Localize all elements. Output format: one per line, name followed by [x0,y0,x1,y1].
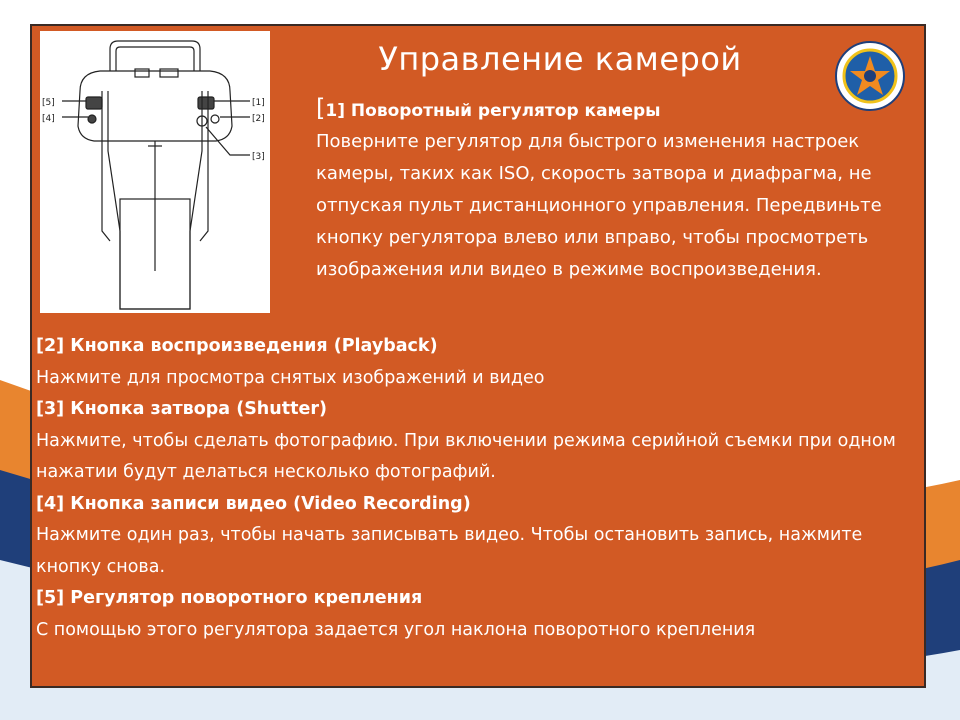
diagram-label-3: [3] [252,152,265,162]
item-5-heading: [5] Регулятор поворотного крепления [36,588,423,608]
button-descriptions [36,331,926,646]
item-4-heading: [4] Кнопка записи видео (Video Recording) [36,493,471,514]
remote-controller-icon [40,31,270,313]
diagram-label-2: [2] [252,114,265,124]
section-1-number: 1 [325,101,338,121]
section-1 [316,93,916,286]
item-2-heading: [2] Кнопка воспроизведения (Playback) [36,336,438,356]
section-1-text: Поверните регулятор для быстрого изменения настроек камеры, таких как ISO, скорость затвора и диафрагма, не отпуская пульт дистанционного управления. Передвиньте кнопку регулятора влево или вправо, чтобы просмотреть изображения или видео в режиме воспроизведения. [316,131,882,280]
item-4-text: Нажмите один раз, чтобы начать записывать видео. Чтобы остановить запись, нажмите кнопку снова. [36,525,863,577]
section-1-heading: [1] Поворотный регулятор камеры [316,94,661,122]
item-2-text: Нажмите для просмотра снятых изображений и видео [36,367,545,388]
diagram-label-1: [1] [252,98,265,108]
item-3-heading: [3] Кнопка затвора (Shutter) [36,399,327,419]
section-1-heading-text: ] Поворотный регулятор камеры [337,101,661,121]
remote-controller-diagram [40,31,270,313]
item-3-text: Нажмите, чтобы сделать фотографию. При включении режима серийной съемки при одном нажатии будут делаться несколько фотографий. [36,430,896,482]
slide-title: Управление камерой [378,40,742,78]
diagram-label-5: [5] [42,98,55,108]
diagram-label-4: [4] [42,114,55,124]
item-5-text: С помощью этого регулятора задается угол наклона поворотного крепления [36,619,756,640]
